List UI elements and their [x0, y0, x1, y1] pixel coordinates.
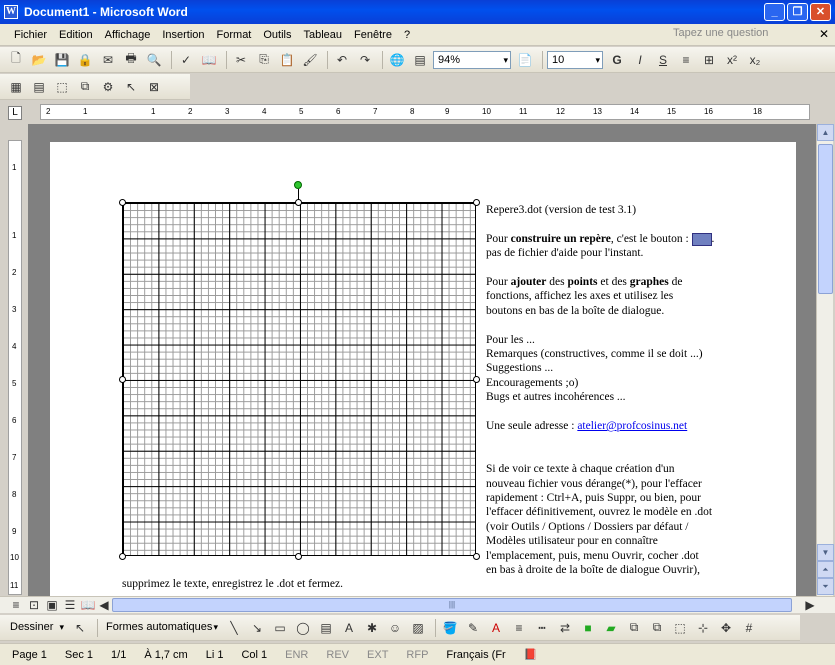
word-app-icon[interactable]: W — [6, 6, 16, 17]
ruler-label: 13 — [593, 107, 602, 116]
oval-icon[interactable]: ◯ — [296, 620, 310, 635]
toolbar-separator — [327, 51, 328, 69]
resize-handle[interactable] — [473, 553, 480, 560]
status-extend[interactable]: EXT — [367, 648, 389, 661]
email-icon[interactable]: ✉ — [102, 52, 114, 67]
previous-page-icon[interactable]: ⏶ — [817, 561, 834, 578]
text-run: . — [711, 232, 715, 245]
scroll-right-icon[interactable]: ▶ — [805, 598, 815, 612]
italic-icon[interactable]: I — [638, 52, 642, 67]
text-run: de — [668, 276, 683, 288]
ruler-label: 8 — [12, 490, 17, 499]
open-icon[interactable]: 📂 — [31, 52, 47, 67]
ruler-label: 1 — [12, 163, 17, 172]
print-icon[interactable]: 🖶 — [125, 51, 137, 65]
status-position: À 1,7 cm — [144, 648, 188, 661]
hyperlink-icon[interactable]: 🌐 — [389, 52, 405, 67]
resize-handle[interactable] — [295, 553, 302, 560]
ruler-label: 2 — [46, 107, 51, 116]
scroll-left-icon[interactable]: ◀ — [99, 598, 109, 612]
outline-view-icon[interactable]: ☰ — [64, 598, 76, 612]
wordart-icon[interactable]: A — [344, 620, 353, 635]
spelling-status-icon[interactable]: 📕 — [523, 649, 538, 661]
dash-style-icon[interactable]: ┅ — [538, 620, 546, 635]
repere-button-image — [692, 233, 712, 246]
scroll-down-icon[interactable]: ▼ — [817, 544, 834, 561]
fill-color-icon[interactable]: 🪣 — [442, 620, 458, 635]
ungroup-icon[interactable]: ⊹ — [697, 620, 709, 635]
print-layout-icon[interactable]: ▣ — [46, 598, 58, 612]
document-page[interactable] — [50, 142, 796, 596]
build-paragraph — [486, 232, 746, 261]
select-objects-icon[interactable]: ↖ — [74, 620, 86, 635]
frame-icon[interactable]: ⬚ — [56, 79, 68, 94]
window-title: Document1 - Microsoft Word — [24, 5, 188, 19]
grid-icon[interactable]: ▦ — [10, 79, 22, 94]
resize-handle[interactable] — [119, 199, 126, 206]
horizontal-ruler[interactable] — [40, 104, 810, 120]
line-color-icon[interactable]: ✎ — [467, 620, 479, 635]
toolbar-separator — [435, 619, 436, 637]
menu-fenetre[interactable]: Fenêtre — [354, 28, 392, 41]
autoshapes-menu[interactable]: Formes automatiques ▾ — [102, 619, 220, 637]
group-icon[interactable]: ⧉ — [80, 79, 90, 93]
zoom-dropdown[interactable]: 94% ▾ — [433, 51, 511, 69]
ruler-label: 3 — [12, 305, 17, 314]
toolbar-separator — [542, 51, 543, 69]
picture-icon[interactable]: ▨ — [412, 620, 424, 635]
toolbar-separator — [226, 51, 227, 69]
resize-handle[interactable] — [295, 199, 302, 206]
permission-icon[interactable]: 🔒 — [77, 52, 93, 67]
menu-format[interactable]: Format — [216, 28, 252, 41]
ruler-label: 1 — [12, 231, 17, 240]
ruler-label: 1 — [83, 107, 88, 116]
toolbar-separator — [97, 619, 98, 637]
graph-paper-grid[interactable] — [122, 202, 476, 556]
group-icon[interactable]: ⬚ — [674, 620, 686, 635]
text-run: nouveau fichier vous dérange(*), pour l'effacer — [486, 477, 702, 490]
menu-insertion[interactable]: Insertion — [162, 28, 205, 41]
reading-view-icon[interactable]: 📖 — [80, 598, 96, 612]
ruler-label: 5 — [299, 107, 304, 116]
resize-handle[interactable] — [473, 199, 480, 206]
clipart-icon[interactable]: ☺ — [388, 620, 402, 635]
line-style-icon[interactable]: ≡ — [515, 620, 523, 635]
vertical-scroll-thumb[interactable] — [818, 144, 833, 294]
text-run: en bas à droite de la boîte de dialogue Ouvrir), — [486, 564, 700, 577]
table-icon[interactable]: ▤ — [33, 79, 45, 94]
redo-icon[interactable]: ↷ — [359, 52, 371, 67]
ruler-label: 9 — [445, 107, 450, 116]
grid-settings-icon[interactable]: # — [745, 620, 753, 635]
ruler-label: 6 — [336, 107, 341, 116]
bold-text: ajouter — [510, 276, 547, 288]
empty-line — [486, 448, 746, 462]
text-run: Si de voir ce texte à chaque création d'un — [486, 463, 675, 476]
ruler-label: 15 — [667, 107, 676, 116]
paste-icon[interactable]: 📋 — [279, 52, 295, 67]
bold-text: construire un repère — [510, 232, 611, 245]
bold-text: points — [567, 276, 598, 288]
list-item: Remarques (constructives, comme il se doit ...) — [486, 348, 703, 361]
web-view-icon[interactable]: ⊡ — [28, 598, 40, 612]
spelling-icon[interactable]: ✓ — [180, 52, 192, 67]
title-paragraph: Repere3.dot (version de test 3.1) — [486, 204, 637, 216]
font-color-icon[interactable]: A — [491, 620, 500, 635]
menu-outils[interactable]: Outils — [263, 28, 292, 41]
ruler-label: 10 — [10, 553, 19, 562]
arrow-style-icon[interactable]: ⇄ — [559, 620, 571, 635]
bold-icon[interactable]: G — [612, 52, 622, 67]
status-rec[interactable]: ENR — [285, 648, 309, 661]
text-run: Pour — [486, 232, 511, 245]
regroup-icon[interactable]: ✥ — [720, 620, 732, 635]
title-bar — [0, 0, 835, 24]
maximize-button[interactable]: ❐ — [787, 3, 808, 21]
resize-handle[interactable] — [473, 376, 480, 383]
normal-view-icon[interactable]: ≡ — [12, 598, 20, 612]
text-run: et des — [597, 276, 630, 288]
document-text[interactable] — [486, 203, 746, 592]
diagram-icon[interactable]: ✱ — [366, 620, 378, 635]
document-close-icon[interactable]: ✕ — [818, 27, 829, 41]
ruler-label: 2 — [188, 107, 193, 116]
email-link[interactable]: atelier@profcosinus.net — [577, 420, 688, 433]
copy-icon[interactable]: ⎘ — [259, 52, 269, 66]
status-bar — [0, 643, 835, 665]
close-graph-icon[interactable]: ⊠ — [148, 79, 160, 94]
ruler-label: 1 — [151, 107, 156, 116]
select-pointer-icon[interactable]: ↖ — [125, 79, 137, 94]
text-run: boutons en bas de la boîte de dialogue. — [486, 304, 665, 317]
draw-menu[interactable]: Dessiner ▾ — [6, 619, 66, 637]
list-item: Bugs et autres incohérences ... — [486, 391, 626, 404]
ruler-label: 16 — [704, 107, 713, 116]
horizontal-scroll-thumb[interactable]: ||| — [112, 598, 792, 612]
menu-edition[interactable]: Edition — [59, 28, 93, 41]
menu-affichage[interactable]: Affichage — [104, 28, 151, 41]
underline-icon[interactable]: S — [658, 52, 667, 67]
ruler-label: 11 — [519, 107, 528, 116]
ruler-label: 18 — [753, 107, 762, 116]
text-run: des — [546, 276, 568, 288]
ruler-label: 3 — [225, 107, 230, 116]
ruler-label: 14 — [630, 107, 639, 116]
delete-instructions-paragraph — [486, 462, 746, 577]
status-section: Sec 1 — [64, 648, 94, 661]
scroll-up-icon[interactable]: ▲ — [817, 124, 834, 141]
send-backward-icon[interactable]: ⧉ — [652, 620, 662, 634]
minimize-button[interactable]: _ — [764, 3, 785, 21]
menu-fichier[interactable]: Fichier — [14, 28, 48, 41]
resize-handle[interactable] — [119, 376, 126, 383]
text-run: fonctions, affichez les axes et utilisez les — [486, 290, 674, 303]
tab-selector[interactable]: L — [8, 106, 22, 120]
feedback-paragraph — [486, 333, 746, 405]
ruler-label: 7 — [373, 107, 378, 116]
text-run: Pour les ... — [486, 333, 535, 346]
cut-icon[interactable]: ✂ — [235, 52, 247, 67]
rectangle-icon[interactable]: ▭ — [274, 620, 286, 635]
borders-icon[interactable]: ⊞ — [703, 52, 715, 67]
ruler-label: 11 — [10, 581, 19, 590]
text-run: pas de fichier d'aide pour l'instant. — [486, 247, 644, 260]
document-area — [28, 124, 816, 596]
status-pages: 1/1 — [111, 648, 127, 661]
superscript-icon[interactable]: x² — [727, 52, 737, 67]
close-button[interactable]: ✕ — [810, 3, 831, 21]
3d-style-icon[interactable]: ▰ — [606, 620, 616, 635]
list-item: Suggestions ... — [486, 362, 554, 375]
bring-forward-icon[interactable]: ⧉ — [629, 620, 639, 634]
text-run: (voir Outils / Options / Dossiers par défaut / — [486, 520, 689, 533]
text-run: l'effacer définitivement, ouvrez le modèle en .dot — [486, 506, 713, 519]
ruler-label: 2 — [12, 268, 17, 277]
vertical-ruler[interactable] — [8, 140, 22, 595]
bold-text: graphes — [629, 276, 669, 288]
subscript-icon[interactable]: x₂ — [749, 52, 761, 67]
shadow-icon[interactable]: ■ — [584, 620, 592, 635]
document-map-icon[interactable]: ▤ — [414, 52, 426, 67]
settings-icon[interactable]: ⚙ — [102, 79, 114, 94]
ruler-label: 5 — [12, 379, 17, 388]
ruler-label: 12 — [556, 107, 565, 116]
text-run: Une seule adresse : — [486, 420, 578, 433]
text-run: Modèles utilisateur pour en connaître — [486, 535, 658, 548]
line-icon[interactable]: ╲ — [230, 620, 238, 635]
status-overtype[interactable]: RFP — [406, 648, 429, 661]
rotation-handle[interactable] — [294, 181, 302, 189]
toolbar-separator — [171, 51, 172, 69]
text-run: , c'est le bouton : — [610, 232, 692, 245]
undo-icon[interactable]: ↶ — [336, 52, 348, 67]
align-justify-icon[interactable]: ≡ — [682, 52, 690, 67]
status-track-changes[interactable]: REV — [326, 648, 350, 661]
text-box-icon[interactable]: ▤ — [320, 620, 332, 635]
status-line: Li 1 — [205, 648, 224, 661]
drawing-toolbar — [0, 615, 800, 641]
ruler-label: 10 — [482, 107, 491, 116]
research-icon[interactable]: 📖 — [201, 52, 217, 67]
text-run: l'emplacement, puis, menu Ouvrir, cocher .dot — [486, 549, 699, 562]
read-mode-icon[interactable]: 📄 — [517, 52, 533, 67]
standard-toolbar — [0, 47, 835, 73]
new-document-icon[interactable]: 🗋 — [11, 51, 21, 65]
help-question-input[interactable]: Tapez une question — [673, 27, 769, 39]
ruler-label: 9 — [12, 527, 17, 536]
menu-tableau[interactable]: Tableau — [303, 28, 343, 41]
horizontal-scrollbar[interactable] — [0, 596, 835, 613]
print-preview-icon[interactable]: 🔍 — [146, 52, 162, 67]
list-item: Encouragements ;o) — [486, 376, 579, 389]
add-points-paragraph — [486, 275, 746, 318]
status-column: Col 1 — [241, 648, 268, 661]
menu-help[interactable]: ? — [403, 28, 411, 41]
toolbar-separator — [382, 51, 383, 69]
ruler-label: 8 — [410, 107, 415, 116]
ruler-label: 7 — [12, 453, 17, 462]
format-painter-icon[interactable]: 🖌 — [302, 52, 318, 67]
document-bottom-line: supprimez le texte, enregistrez le .dot et fermez. — [122, 578, 343, 590]
save-icon[interactable]: 💾 — [54, 52, 70, 67]
next-page-icon[interactable]: ⏷ — [817, 578, 834, 595]
status-language[interactable]: Français (Fr — [446, 648, 506, 661]
address-paragraph — [486, 419, 746, 433]
ruler-label: 4 — [262, 107, 267, 116]
resize-handle[interactable] — [119, 553, 126, 560]
repere-toolbar — [0, 74, 190, 100]
ruler-label: 6 — [12, 416, 17, 425]
ruler-label: 4 — [12, 342, 17, 351]
text-run: Pour — [486, 276, 511, 288]
menu-bar — [0, 24, 835, 46]
status-page: Page 1 — [12, 648, 47, 661]
text-run: rapidement : Ctrl+A, puis Suppr, ou bien, pour — [486, 492, 701, 505]
vertical-scrollbar[interactable] — [816, 124, 833, 596]
font-size-dropdown[interactable]: 10 ▾ — [547, 51, 603, 69]
arrow-icon[interactable]: ↘ — [251, 620, 263, 635]
